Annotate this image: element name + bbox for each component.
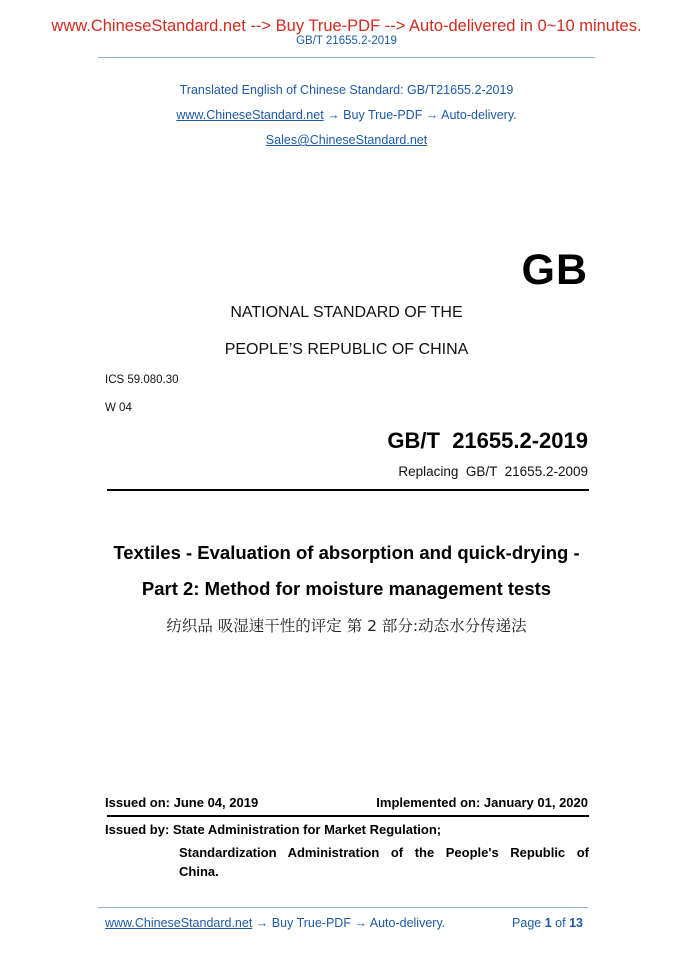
issued-by: Issued by: State Administration for Market Regulation; (105, 822, 442, 837)
footer-divider (98, 907, 588, 908)
title-line1: Textiles - Evaluation of absorption and quick-drying - (113, 542, 580, 563)
ics-code: ICS 59.080.30 (105, 374, 179, 386)
replacing-note: Replacing GB/T 21655.2-2009 (398, 464, 588, 479)
national-standard-line2: PEOPLE’S REPUBLIC OF CHINA (224, 341, 469, 358)
sales-email-row (0, 133, 693, 147)
arrow-right-icon: → (255, 916, 269, 930)
footer-auto-text: Auto-delivery. (369, 916, 446, 930)
issued-on: Issued on: June 04, 2019 (105, 795, 259, 810)
page-total: 13 (569, 916, 583, 930)
arrow-right-icon: → (327, 108, 340, 122)
page-indicator (512, 916, 583, 930)
w-code: W 04 (105, 402, 132, 414)
buy-pdf-text: Buy True-PDF (343, 108, 423, 122)
header-divider (98, 57, 595, 58)
national-standard-line1: NATIONAL STANDARD OF THE (230, 304, 463, 321)
auto-delivery-text: Auto-delivery. (441, 108, 517, 122)
implemented-on: Implemented on: January 01, 2020 (376, 795, 588, 810)
page-label: Page (512, 916, 542, 930)
footer-buy-text: Buy True-PDF (271, 916, 351, 930)
header-doc-code: GB/T 21655.2-2019 (296, 35, 397, 47)
gb-mark: GB (521, 246, 588, 294)
sales-email-link[interactable]: Sales@ChineseStandard.net (265, 133, 428, 147)
issued-by-line3: China. (179, 864, 219, 879)
purchase-links (0, 108, 693, 122)
title-divider (107, 489, 589, 491)
arrow-right-icon: → (425, 108, 439, 122)
footer-links (105, 916, 445, 930)
top-banner[interactable]: www.ChineseStandard.net --> Buy True-PDF --> Auto-delivered in 0~10 minutes. (51, 17, 642, 35)
footer-site-link[interactable]: www.ChineseStandard.net (105, 916, 253, 930)
translation-note: Translated English of Chinese Standard: GB/T21655.2-2019 (179, 83, 514, 97)
issued-by-line2: Standardization Administration of the People's Republic of (179, 845, 589, 860)
chinese-title: 纺织品 吸湿速干性的评定 第 2 部分:动态水分传递法 (166, 617, 527, 635)
page-number: 1 (544, 916, 552, 930)
standard-number: GB/T 21655.2-2019 (387, 428, 588, 453)
site-link[interactable]: www.ChineseStandard.net (176, 108, 324, 122)
of-label: of (555, 916, 566, 930)
issued-divider (107, 815, 589, 817)
arrow-right-icon: → (354, 916, 367, 930)
title-line2: Part 2: Method for moisture management tests (141, 578, 552, 599)
